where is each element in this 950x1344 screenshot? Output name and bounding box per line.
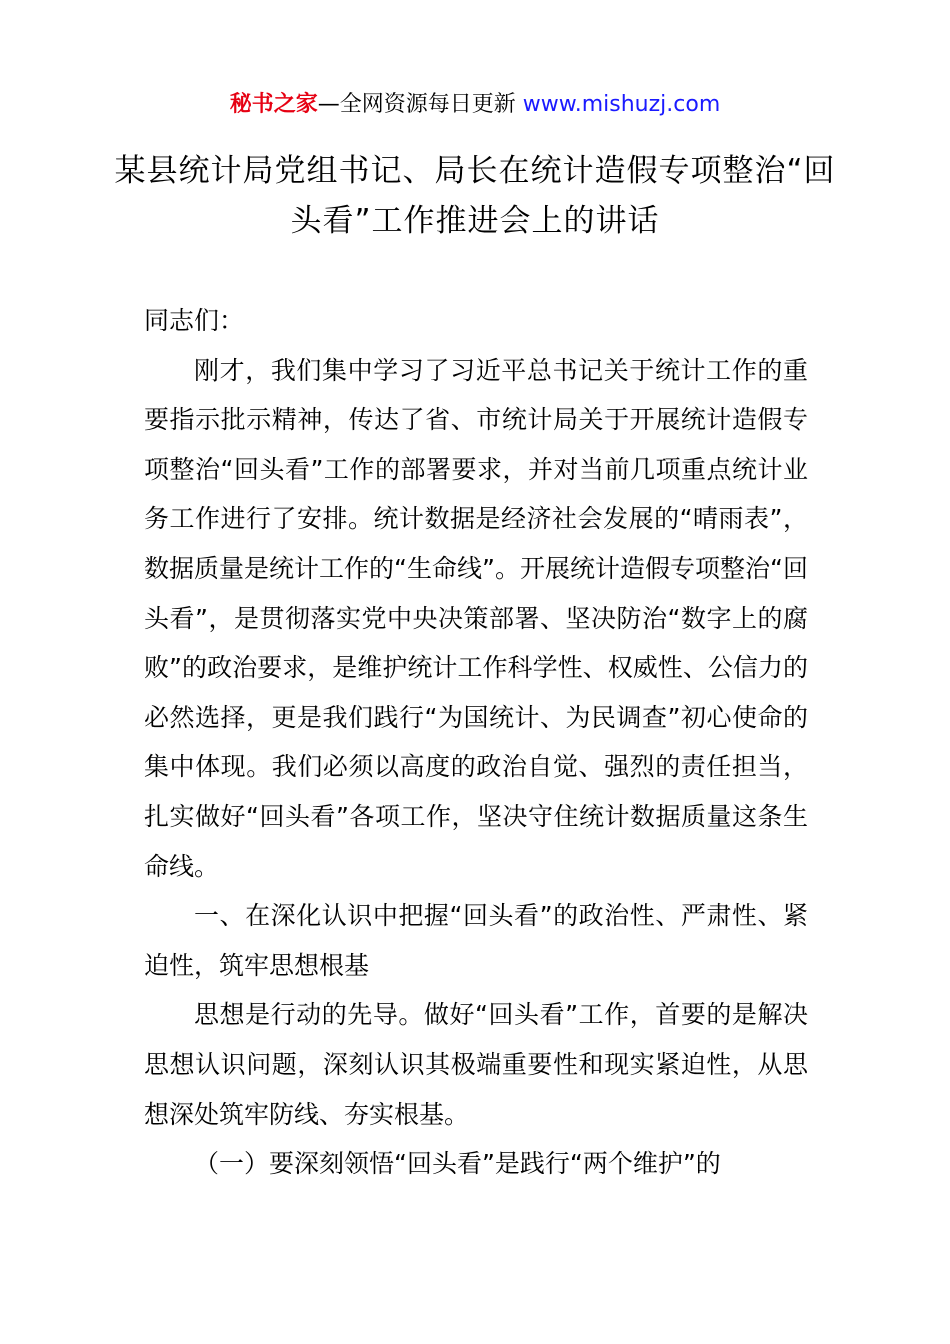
section-heading-1: 一、在深化认识中把握“回头看”的政治性、严肃性、紧迫性，筑牢思想根基 — [144, 901, 808, 980]
paragraph-intro: 刚才，我们集中学习了习近平总书记关于统计工作的重要指示批示精神，传达了省、市统计局关于开展统计造假专项整治“回头看”工作的部署要求，并对当前几项重点统计业务工作进行了安排。统计数据是经济社会发展的“晴雨表”，数据质量是统计工作的“生命线”。开展统计造假专项整治“回头看”，是贯彻落实党中央决策部署、坚决防治“数字上的腐败”的政治要求，是维护统计工作科学性、权威性、公信力的必然选择，更是我们践行“为国统计、为民调查”初心使命的集中体现。我们必须以高度的政治自觉、强烈的责任担当，扎实做好“回头看”各项工作，坚决守住统计数据质量这条生命线。 — [144, 355, 808, 881]
site-banner — [0, 88, 950, 122]
salutation: 同志们： — [144, 306, 245, 335]
paragraph-section-1: 思想是行动的先导。做好“回头看”工作，首要的是解决思想认识问题，深刻认识其极端重要性和现实紧迫性，从思想深处筑牢防线、夯实根基。 — [144, 1000, 808, 1129]
site-url-link[interactable]: www.mishuzj.com — [522, 92, 721, 117]
document-body — [144, 296, 808, 1189]
document-title: 某县统计局党组书记、局长在统计造假专项整治“回头看”工作推进会上的讲话 — [114, 153, 836, 239]
subsection-heading-1: （一）要深刻领悟“回头看”是践行“两个维护”的 — [194, 1149, 721, 1179]
site-tagline: —全网资源每日更新 — [317, 92, 516, 117]
site-brand: 秘书之家 — [229, 92, 318, 117]
